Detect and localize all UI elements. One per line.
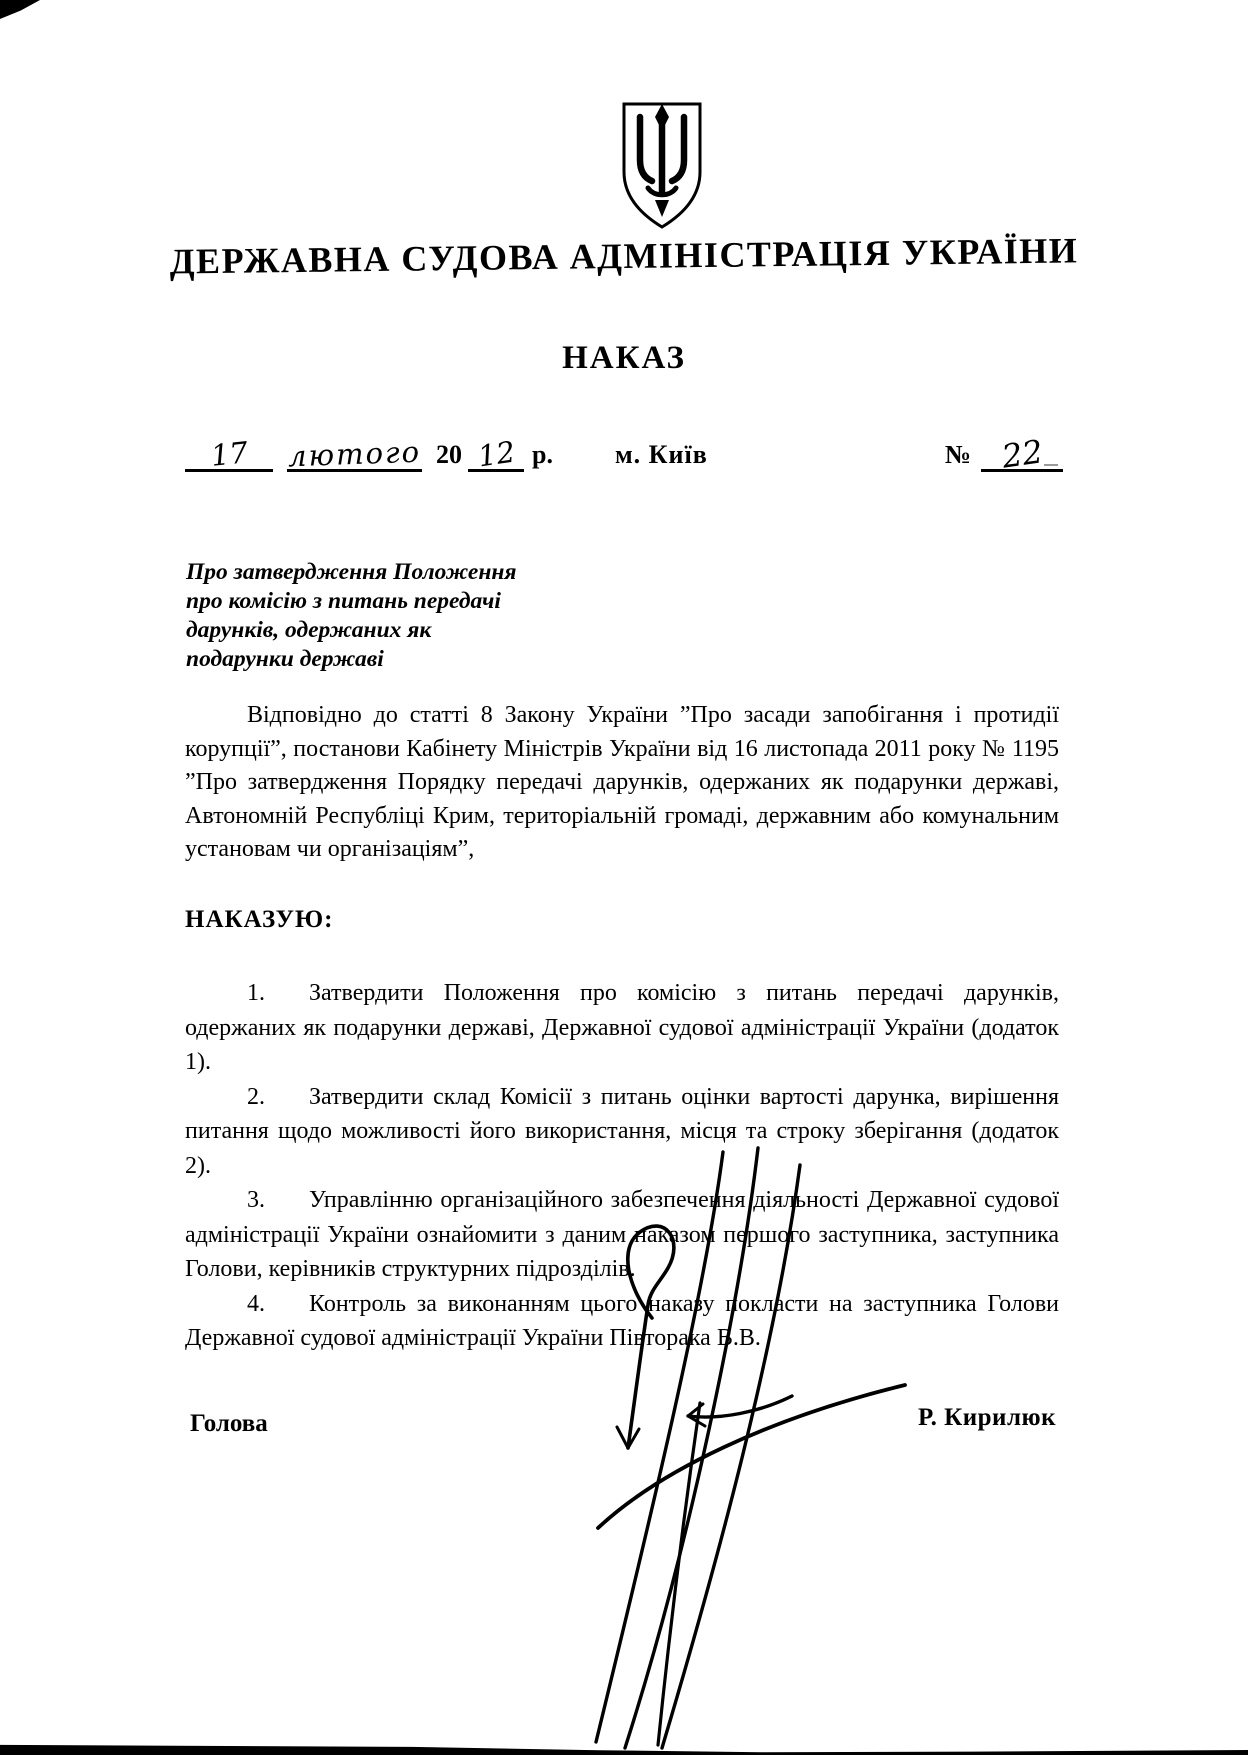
date-and-number-line xyxy=(185,420,1063,476)
month-blank xyxy=(287,434,422,474)
number-sign: № xyxy=(944,440,971,469)
item-number: 4. xyxy=(247,1290,265,1317)
handwritten-day: 17 xyxy=(208,435,250,473)
year-blank xyxy=(468,434,524,474)
item-text: Контроль за виконанням цього наказу покласти на заступника Голови Державної судової адміністрації України Півторака В.В. xyxy=(185,1290,1059,1351)
subject-line: подарунки державі xyxy=(186,646,384,672)
decree-heading: НАКАЗУЮ: xyxy=(185,906,334,933)
number-blank xyxy=(981,432,1063,476)
year-suffix: р. xyxy=(532,440,553,469)
subject-line: про комісію з питань передачі xyxy=(186,588,501,614)
day-blank xyxy=(185,435,273,473)
order-item-1 xyxy=(185,976,1059,1080)
item-number: 1. xyxy=(247,980,265,1006)
year-prefix: 20 xyxy=(436,440,462,469)
subject-block xyxy=(186,558,517,674)
document-type-title: НАКАЗ xyxy=(562,340,686,376)
signer-name: Р. Кирилюк xyxy=(917,1404,1056,1431)
signer-position-title: Голова xyxy=(190,1410,268,1437)
item-number: 3. xyxy=(247,1187,265,1213)
handwritten-year: 12 xyxy=(475,434,517,474)
item-text: Затвердити склад Комісії з питань оцінки вартості дарунка, вирішення питання щодо можливості його використання, місця та строку зберігання (додаток 2). xyxy=(185,1083,1059,1179)
handwritten-number: 22 xyxy=(999,432,1045,476)
subject-line: дарунків, одержаних як xyxy=(186,617,432,643)
organization-title: ДЕРЖАВНА СУДОВА АДМІНІСТРАЦІЯ УКРАЇНИ xyxy=(169,230,1079,282)
item-text: Затвердити Положення про комісію з питань передачі дарунків, одержаних як подарунки державі, Державної судової адміністрації України (додаток 1). xyxy=(185,980,1059,1075)
scan-corner-artifact xyxy=(0,0,40,19)
item-text: Управлінню організаційного забезпечення діяльності Державної судової адміністрації України ознайомити з даним наказом першого заступника, заступника Голови, керівників структурних підрозділів. xyxy=(185,1187,1059,1282)
city-label: м. Київ xyxy=(614,440,708,469)
subject-line: Про затвердження Положення xyxy=(186,559,517,585)
handwritten-month: лютого xyxy=(287,434,422,474)
preamble-paragraph: Відповідно до статті 8 Закону України ”Про засади запобігання і протидії корупції”, постанови Кабінету Міністрів України від 16 листопада 2011 року № 1195 ”Про затвердження Порядку передачі дарунків, одержаних як подарунки державі, Автономній Республіці Крим, територіальній громаді, державним або комунальним установам чи організаціям”, xyxy=(185,702,1059,862)
ukraine-trident-emblem-icon xyxy=(612,100,712,232)
item-number: 2. xyxy=(247,1083,265,1110)
document-number xyxy=(944,432,1063,476)
handwritten-signature-icon xyxy=(520,1145,920,1755)
